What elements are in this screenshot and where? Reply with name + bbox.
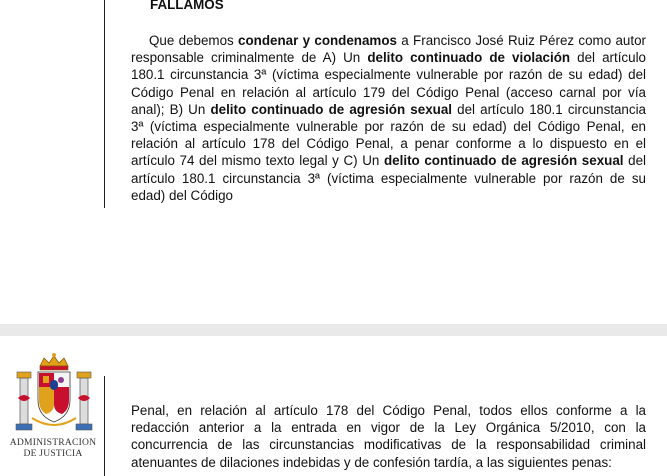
coat-of-arms-caption: ADMINISTRACION DE JUSTICIA <box>9 437 97 459</box>
bold-text-run: delito continuado de agresión sexual <box>384 153 624 169</box>
bold-text-run: delito continuado de violación <box>367 50 571 66</box>
bold-text-run: condenar y condenamos <box>238 33 397 48</box>
penalty-paragraph: Penal, en relación al artículo 178 del Código Penal, todos ellos conforme a la redacción anterior a la entrada en vigor de la Ley Orgánica 5/2010, con la concurrencia de las circunstancias modificativas de la responsabilidad criminal atenuantes de dilaciones indebidas y de confesión tardía, a las siguientes penas: <box>131 403 646 470</box>
section-heading: FALLAMOS <box>150 0 224 12</box>
text-run: del artículo 180.1 circunstancia 3ª (víctima especialmente vulnerable por razón de su edad) del Código Penal en relación al artículo 179 del Código Penal (acceso carnal por vía anal); B) Un <box>131 50 647 117</box>
ruling-paragraph <box>131 32 646 204</box>
bold-text-run: delito continuado de agresión sexual <box>210 101 452 117</box>
text-run: del artículo 180.1 circunstancia 3ª (víctima especialmente vulnerable por razón de su edad) del Código Penal, en relación al artículo 178 del Código Penal, a penar conforme a lo dispuesto en el artículo 74 del mismo texto legal y C) Un <box>131 101 647 169</box>
document-page-2 <box>0 336 667 476</box>
text-run: a Francisco José Ruiz Pérez como autor responsable criminalmente de A) Un <box>131 33 646 66</box>
text-run: del artículo 180.1 circunstancia 3ª (víctima especialmente vulnerable por razón de su edad) del Código <box>131 153 646 203</box>
margin-rule <box>104 0 105 208</box>
coat-of-arms-icon <box>10 352 98 440</box>
page-separator <box>0 324 667 336</box>
text-run: Que debemos <box>149 33 239 48</box>
margin-rule <box>104 376 105 476</box>
